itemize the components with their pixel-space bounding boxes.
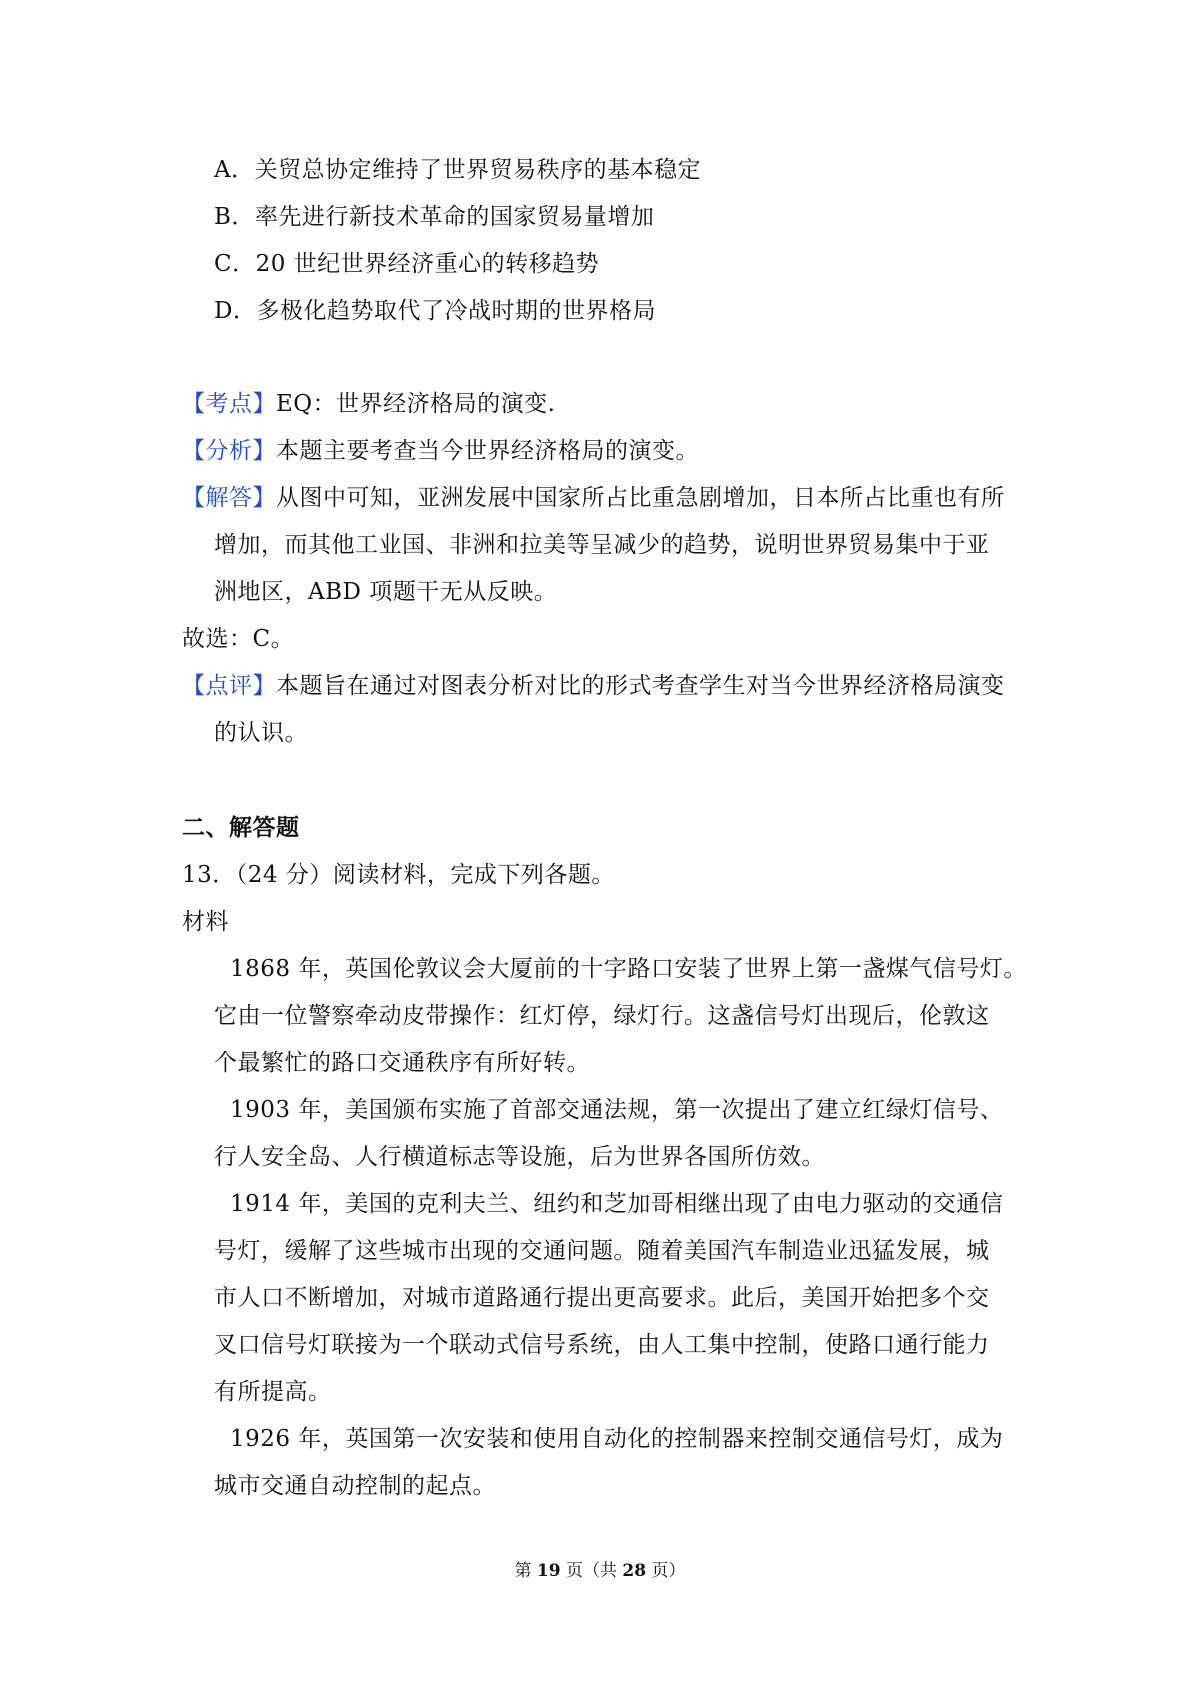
- option-b: B．率先进行新技术革命的国家贸易量增加: [214, 204, 655, 230]
- kaodian-text: EQ：世界经济格局的演变.: [276, 391, 556, 417]
- footer-middle: 页（共: [566, 1561, 617, 1581]
- jieda-tag: 【解答】: [182, 485, 276, 511]
- fenxi-text: 本题主要考查当今世界经济格局的演变。: [276, 438, 699, 464]
- jieda-line-2: 增加，而其他工业国、非洲和拉美等呈减少的趋势，说明世界贸易集中于亚: [214, 532, 990, 558]
- page-footer: [0, 1559, 1200, 1583]
- option-c: C．20 世纪世界经济重心的转移趋势: [214, 251, 600, 277]
- dianping-text-1: 本题旨在通过对图表分析对比的形式考查学生对当今世界经济格局演变: [276, 673, 1005, 699]
- material-label: 材料: [182, 909, 229, 935]
- paragraph-2-line-1: 1903 年，美国颁布实施了首部交通法规，第一次提出了建立红绿灯信号、: [230, 1097, 1004, 1123]
- kaodian-line: [182, 389, 555, 419]
- jieda-line-1: [182, 483, 1005, 513]
- footer-total-pages: 28: [622, 1561, 647, 1581]
- fenxi-line: [182, 436, 699, 466]
- jieda-text-1: 从图中可知，亚洲发展中国家所占比重急剧增加，日本所占比重也有所: [276, 485, 1005, 511]
- paragraph-3-line-2: 号灯，缓解了这些城市出现的交通问题。随着美国汽车制造业迅猛发展，城: [214, 1238, 990, 1264]
- jieda-line-3: 洲地区，ABD 项题干无从反映。: [214, 579, 558, 605]
- option-d: D．多极化趋势取代了冷战时期的世界格局: [214, 298, 656, 324]
- answer-line: 故选：C。: [182, 626, 295, 652]
- dianping-tag: 【点评】: [182, 673, 276, 699]
- footer-prefix: 第: [514, 1561, 532, 1581]
- footer-suffix: 页）: [651, 1561, 686, 1581]
- paragraph-3-line-3: 市人口不断增加，对城市道路通行提出更高要求。此后，美国开始把多个交: [214, 1285, 990, 1311]
- footer-page-number: 19: [536, 1561, 561, 1581]
- paragraph-3-line-1: 1914 年，美国的克利夫兰、纽约和芝加哥相继出现了由电力驱动的交通信: [230, 1191, 1004, 1217]
- section-heading: 二、解答题: [182, 814, 300, 841]
- paragraph-3-line-5: 有所提高。: [214, 1379, 332, 1405]
- paragraph-2-line-2: 行人安全岛、人行横道标志等设施，后为世界各国所仿效。: [214, 1144, 825, 1170]
- dianping-line-2: 的认识。: [214, 720, 308, 746]
- paragraph-3-line-4: 叉口信号灯联接为一个联动式信号系统，由人工集中控制，使路口通行能力: [214, 1332, 990, 1358]
- paragraph-1-line-3: 个最繁忙的路口交通秩序有所好转。: [214, 1050, 590, 1076]
- paragraph-4-line-2: 城市交通自动控制的起点。: [214, 1473, 496, 1499]
- paragraph-1-line-1: 1868 年，英国伦敦议会大厦前的十字路口安装了世界上第一盏煤气信号灯。: [230, 956, 1027, 982]
- fenxi-tag: 【分析】: [182, 438, 276, 464]
- paragraph-4-line-1: 1926 年，英国第一次安装和使用自动化的控制器来控制交通信号灯，成为: [230, 1426, 1004, 1452]
- question-line: 13．（24 分）阅读材料，完成下列各题。: [182, 862, 615, 888]
- dianping-line-1: [182, 671, 1005, 701]
- option-a: A．关贸总协定维持了世界贸易秩序的基本稳定: [214, 157, 702, 183]
- paragraph-1-line-2: 它由一位警察牵动皮带操作：红灯停，绿灯行。这盏信号灯出现后，伦敦这: [214, 1003, 990, 1029]
- kaodian-tag: 【考点】: [182, 391, 276, 417]
